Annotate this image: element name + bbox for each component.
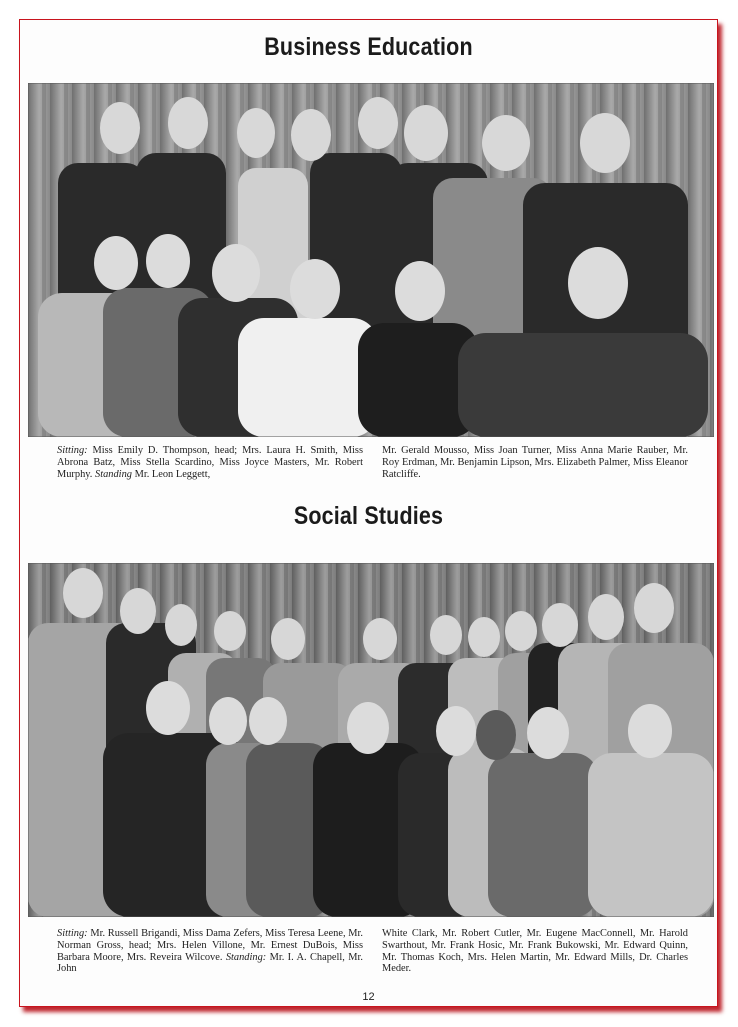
business-education-caption-left <box>57 445 363 480</box>
caption-text: Miss Emily D. Thompson, head; Mrs. Laura H. Smith, Miss Abrona Batz, Miss Stella Scardino, Miss Joyce Masters, Mr. Robert Murphy. <box>57 445 363 480</box>
caption-text: Mr. Gerald Mousso, Miss Joan Turner, Miss Anna Marie Rauber, Mr. Roy Erdman, Mr. Benjamin Lipson, Mrs. Elizabeth Palmer, Miss Eleanor Ratcliffe. <box>382 445 688 480</box>
social-studies-photo <box>28 563 714 917</box>
caption-text: Mr. Leon Leggett, <box>134 468 211 480</box>
yearbook-page <box>19 19 718 1007</box>
social-studies-caption-right <box>382 928 688 975</box>
social-studies-caption-left <box>57 928 363 975</box>
caption-label-standing: Standing <box>95 468 132 480</box>
business-education-caption-right <box>382 445 688 480</box>
caption-label-sitting: Sitting: <box>57 445 88 456</box>
caption-text: Mr. Russell Brigandi, Miss Dama Zefers, Miss Teresa Leene, Mr. Norman Gross, head; Mrs. Helen Villone, Mr. Ernest DuBois, Miss Barbara Moore, Mrs. Reveira Wilcove. <box>57 928 363 963</box>
social-studies-photo-image <box>28 563 714 917</box>
caption-label-sitting: Sitting: <box>57 928 88 939</box>
caption-label-standing: Standing: <box>225 951 267 963</box>
caption-text: White Clark, Mr. Robert Cutler, Mr. Eugene MacConnell, Mr. Harold Swarthout, Mr. Frank Hosic, Mr. Frank Bukowski, Mr. Edward Quinn, Mr. Thomas Koch, Mrs. Helen Martin, Mr. Edward Mills, Dr. Charles Meder. <box>382 928 688 975</box>
section-title-business-education: Business Education <box>264 33 473 61</box>
section-title-social-studies: Social Studies <box>293 502 444 530</box>
caption-text: Mr. I. A. Chapell, Mr. John <box>57 951 363 975</box>
page-number: 12 <box>362 991 375 1003</box>
business-education-photo-image <box>28 83 714 437</box>
business-education-photo <box>28 83 714 437</box>
